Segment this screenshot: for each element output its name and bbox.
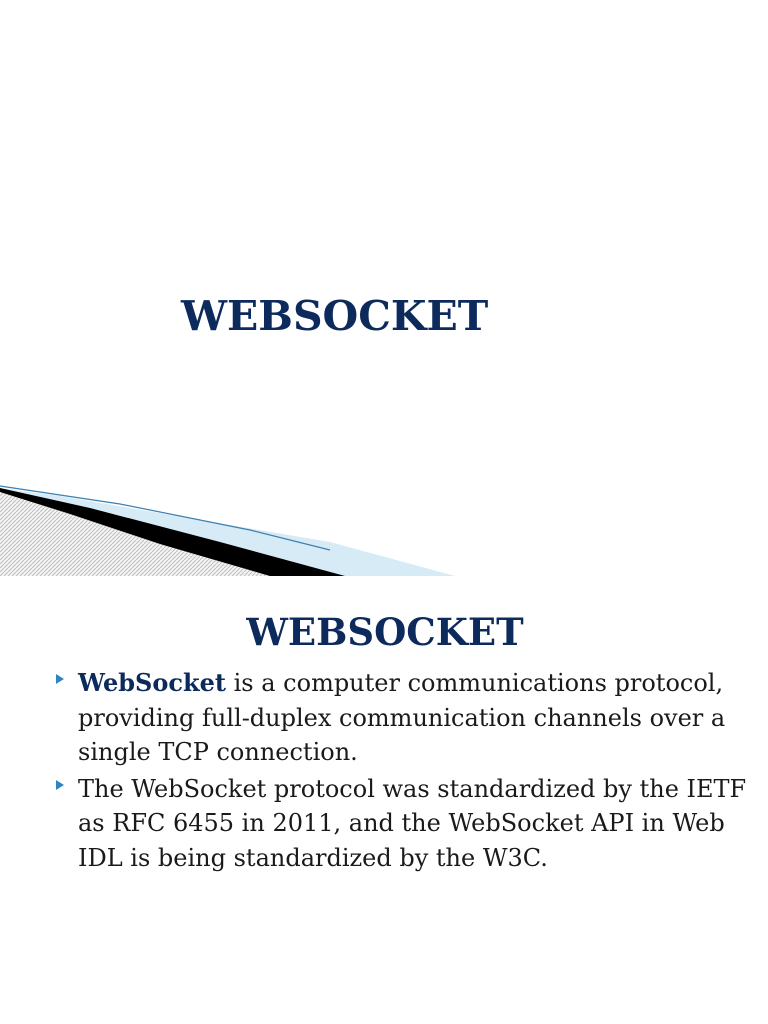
decorative-swoosh: [0, 480, 768, 576]
bullet-list: [48, 666, 748, 877]
triangle-bullet-icon: [56, 780, 64, 790]
slide-content-heading: WEBSOCKET: [246, 610, 524, 654]
bullet-text: is a computer communications protocol, providing full-duplex communication channels over a single TCP connection.: [78, 669, 726, 766]
slide-content: [0, 576, 768, 1024]
bullet-item: [48, 772, 748, 876]
bullet-text: The WebSocket protocol was standardized by the IETF as RFC 6455 in 2011, and the WebSocket API in Web IDL is being standardized by the W3C.: [78, 774, 747, 872]
slide-title-heading: WEBSOCKET: [181, 292, 489, 340]
triangle-bullet-icon: [56, 674, 64, 684]
bullet-item: [48, 666, 748, 770]
bullet-term: WebSocket: [78, 668, 226, 697]
